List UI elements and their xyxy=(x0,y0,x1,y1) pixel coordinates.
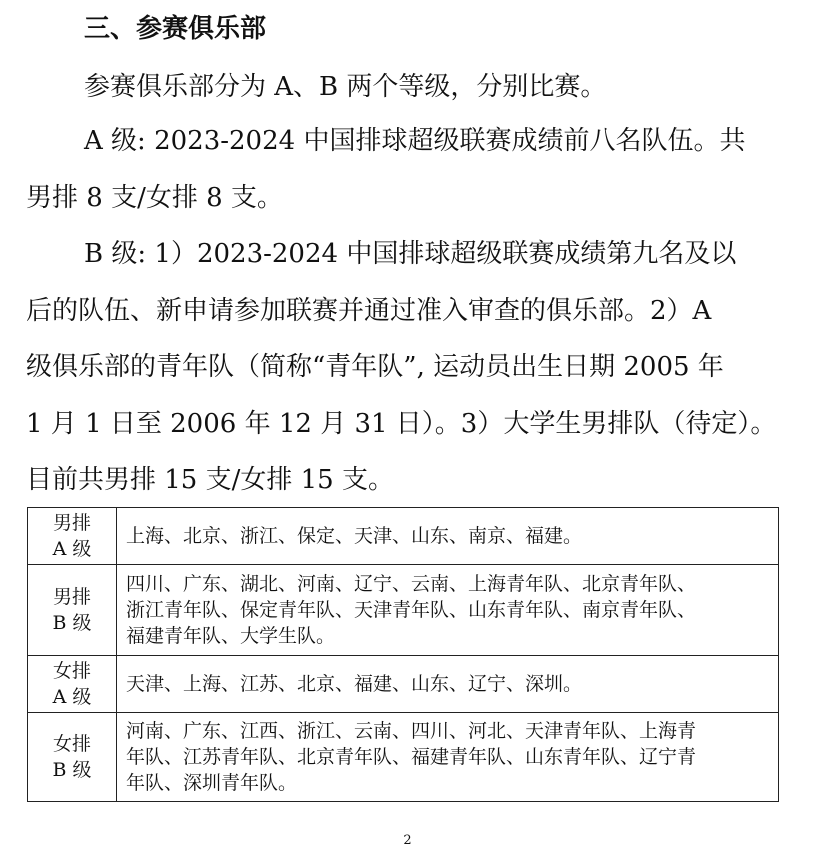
table-row xyxy=(28,508,779,565)
teams-cell xyxy=(117,565,779,656)
category-level: B 级 xyxy=(52,759,92,781)
teams-line: 年队、江苏青年队、北京青年队、福建青年队、山东青年队、辽宁青 xyxy=(126,746,697,768)
category-level: B 级 xyxy=(52,612,92,634)
category-level: A 级 xyxy=(52,538,92,560)
teams-cell xyxy=(117,508,779,565)
teams-line: 年队、深圳青年队。 xyxy=(126,772,298,794)
page-number: 2 xyxy=(403,833,412,848)
teams-cell xyxy=(117,656,779,713)
teams-line: 浙江青年队、保定青年队、天津青年队、山东青年队、南京青年队、 xyxy=(126,599,697,621)
paragraph-line: 后的队伍、新申请参加联赛并通过准入审查的俱乐部。2）A xyxy=(26,296,712,326)
category-label: 女排 xyxy=(52,733,91,755)
table-row xyxy=(28,713,779,802)
category-label: 男排 xyxy=(52,586,91,608)
paragraph-line: 1 月 1 日至 2006 年 12 月 31 日）。3）大学生男排队（待定）。 xyxy=(26,409,777,439)
category-cell xyxy=(28,713,117,802)
teams-line: 河南、广东、江西、浙江、云南、四川、河北、天津青年队、上海青 xyxy=(126,720,697,742)
teams-line: 福建青年队、大学生队。 xyxy=(126,625,336,647)
category-label: 女排 xyxy=(52,660,91,682)
paragraph-line: 目前共男排 15 支/女排 15 支。 xyxy=(26,465,394,495)
clubs-table xyxy=(27,507,779,802)
category-cell xyxy=(28,508,117,565)
paragraph-line: A 级: 2023-2024 中国排球超级联赛成绩前八名队伍。共 xyxy=(84,126,746,156)
teams-cell xyxy=(117,713,779,802)
paragraph-line: 参赛俱乐部分为 A、B 两个等级，分别比赛。 xyxy=(84,72,607,102)
teams-line: 天津、上海、江苏、北京、福建、山东、辽宁、深圳。 xyxy=(126,673,583,695)
paragraph-line: 男排 8 支/女排 8 支。 xyxy=(26,183,283,213)
table-row xyxy=(28,565,779,656)
paragraph-line: 级俱乐部的青年队（简称“青年队”, 运动员出生日期 2005 年 xyxy=(26,352,724,382)
teams-line: 上海、北京、浙江、保定、天津、山东、南京、福建。 xyxy=(126,525,583,547)
category-cell xyxy=(28,656,117,713)
teams-line: 四川、广东、湖北、河南、辽宁、云南、上海青年队、北京青年队、 xyxy=(126,573,697,595)
paragraph-line: B 级: 1）2023-2024 中国排球超级联赛成绩第九名及以 xyxy=(84,239,737,269)
table-row xyxy=(28,656,779,713)
category-label: 男排 xyxy=(52,512,91,534)
section-heading: 三、参赛俱乐部 xyxy=(84,14,267,44)
category-cell xyxy=(28,565,117,656)
category-level: A 级 xyxy=(52,686,92,708)
